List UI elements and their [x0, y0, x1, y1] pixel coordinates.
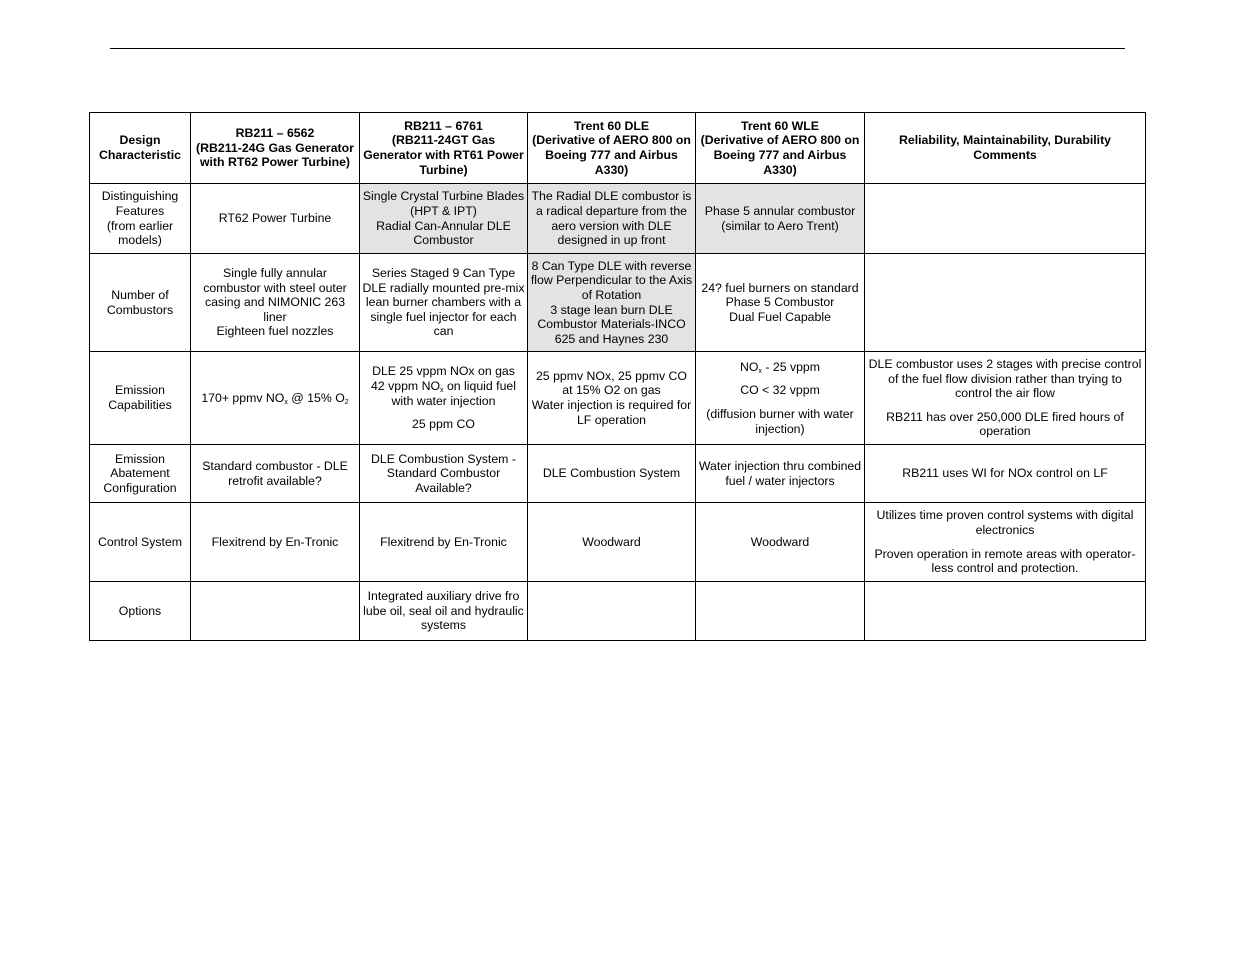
label-distinguishing-features: Distinguishing Features (from earlier models)	[90, 184, 191, 254]
row-control-system	[90, 503, 1146, 582]
header-rule	[110, 48, 1125, 49]
label-emission-capabilities: Emission Capabilities	[90, 352, 191, 445]
row-emission-abatement	[90, 445, 1146, 503]
cell-options-rb211-6562	[191, 582, 360, 641]
label-number-of-combustors: Number of Combustors	[90, 254, 191, 352]
label-options: Options	[90, 582, 191, 641]
cell-options-trent-dle	[528, 582, 696, 641]
header-rb211-6761: RB211 – 6761 (RB211-24GT Gas Generator with RT61 Power Turbine)	[360, 113, 528, 184]
cell-emission-rb211-6562: 170+ ppmv $NO_x$ @ 15% $O_2$	[191, 352, 360, 445]
comparison-table	[89, 112, 1146, 641]
header-row	[90, 113, 1146, 184]
cell-control-trent-dle: Woodward	[528, 503, 696, 582]
label-control-system: Control System	[90, 503, 191, 582]
cell-control-rb211-6761: Flexitrend by En-Tronic	[360, 503, 528, 582]
cell-emission-trent-wle: $NO_x - 25$ vppm CO < 32 vppm (diffusion burner with water injection)	[696, 352, 865, 445]
cell-control-rb211-6562: Flexitrend by En-Tronic	[191, 503, 360, 582]
cell-abatement-comments: RB211 uses WI for NOx control on LF	[865, 445, 1146, 503]
header-trent-60-wle: Trent 60 WLE (Derivative of AERO 800 on Boeing 777 and Airbus A330)	[696, 113, 865, 184]
header-rb211-6562: RB211 – 6562 (RB211-24G Gas Generator with RT62 Power Turbine)	[191, 113, 360, 184]
cell-combustors-trent-dle: 8 Can Type DLE with reverse flow Perpendicular to the Axis of Rotation 3 stage lean burn DLE Combustor Materials-INCO 625 and Haynes 230	[528, 254, 696, 352]
cell-options-trent-wle	[696, 582, 865, 641]
cell-abatement-rb211-6562: Standard combustor - DLE retrofit available?	[191, 445, 360, 503]
header-design-characteristic: Design Characteristic	[90, 113, 191, 184]
cell-features-trent-dle: The Radial DLE combustor is a radical departure from the aero version with DLE designed in up front	[528, 184, 696, 254]
row-options	[90, 582, 1146, 641]
cell-abatement-trent-wle: Water injection thru combined fuel / water injectors	[696, 445, 865, 503]
row-number-of-combustors	[90, 254, 1146, 352]
header-rmd-comments: Reliability, Maintainability, Durability Comments	[865, 113, 1146, 184]
cell-abatement-rb211-6761: DLE Combustion System - Standard Combustor Available?	[360, 445, 528, 503]
cell-combustors-rb211-6562: Single fully annular combustor with steel outer casing and NIMONIC 263 liner Eighteen fuel nozzles	[191, 254, 360, 352]
cell-emission-comments: DLE combustor uses 2 stages with precise control of the fuel flow division rather than trying to control the air flow RB211 has over 250,000 DLE fired hours of operation	[865, 352, 1146, 445]
cell-combustors-comments	[865, 254, 1146, 352]
cell-features-rb211-6761: Single Crystal Turbine Blades (HPT & IPT) Radial Can-Annular DLE Combustor	[360, 184, 528, 254]
cell-options-rb211-6761: Integrated auxiliary drive fro lube oil, seal oil and hydraulic systems	[360, 582, 528, 641]
cell-control-comments: Utilizes time proven control systems with digital electronics Proven operation in remote areas with operator- less control and protection.	[865, 503, 1146, 582]
cell-features-rb211-6562: RT62 Power Turbine	[191, 184, 360, 254]
cell-combustors-rb211-6761: Series Staged 9 Can Type DLE radially mounted pre-mix lean burner chambers with a single fuel injector for each can	[360, 254, 528, 352]
cell-emission-trent-dle: 25 ppmv NOx, 25 ppmv CO at 15% O2 on gas Water injection is required for LF operation	[528, 352, 696, 445]
cell-features-trent-wle: Phase 5 annular combustor (similar to Aero Trent)	[696, 184, 865, 254]
cell-control-trent-wle: Woodward	[696, 503, 865, 582]
cell-abatement-trent-dle: DLE Combustion System	[528, 445, 696, 503]
row-emission-capabilities	[90, 352, 1146, 445]
label-emission-abatement: Emission Abatement Configuration	[90, 445, 191, 503]
cell-features-comments	[865, 184, 1146, 254]
header-trent-60-dle: Trent 60 DLE (Derivative of AERO 800 on Boeing 777 and Airbus A330)	[528, 113, 696, 184]
cell-options-comments	[865, 582, 1146, 641]
cell-emission-rb211-6761: DLE 25 vppm NOx on gas 42 vppm $NO_x$ on liquid fuel with water injection 25 ppm CO	[360, 352, 528, 445]
row-distinguishing-features	[90, 184, 1146, 254]
cell-combustors-trent-wle: 24? fuel burners on standard Phase 5 Combustor Dual Fuel Capable	[696, 254, 865, 352]
